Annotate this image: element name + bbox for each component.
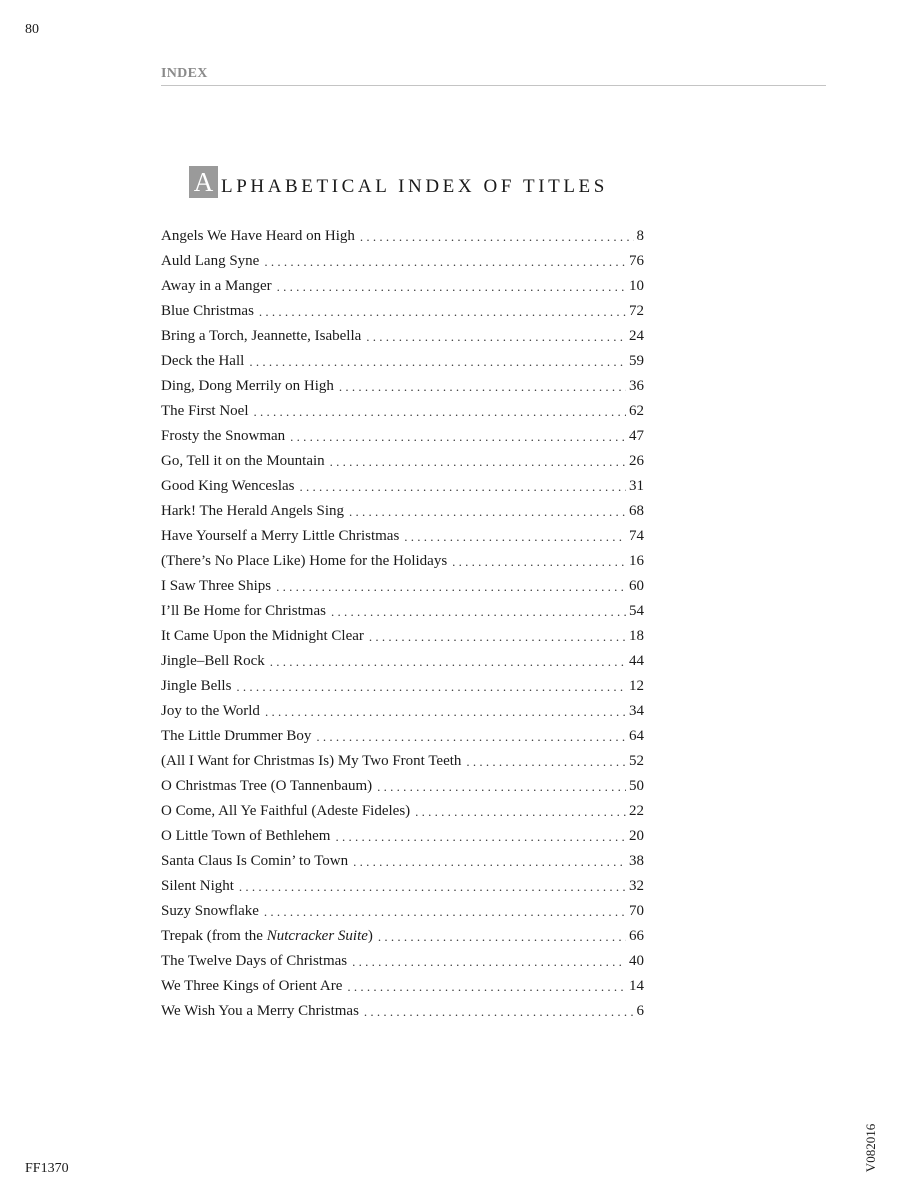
dot-leader xyxy=(259,304,626,320)
entry-title xyxy=(161,953,347,970)
entry-title xyxy=(161,603,326,620)
dot-leader xyxy=(404,529,626,545)
entry-title-text: We Wish You a Merry Christmas xyxy=(161,1003,359,1019)
index-entry xyxy=(161,724,644,749)
drop-cap: A xyxy=(189,166,218,198)
dot-leader xyxy=(331,604,626,620)
entry-title-text: Suzy Snowflake xyxy=(161,903,259,919)
dot-leader xyxy=(377,779,626,795)
dot-leader xyxy=(339,379,626,395)
entry-title-text: O Christmas Tree (O Tannenbaum) xyxy=(161,778,373,794)
entry-title-text: I’ll Be Home for Christmas xyxy=(161,603,326,619)
index-entry xyxy=(161,574,644,599)
entry-title xyxy=(161,378,334,395)
index-entry xyxy=(161,624,644,649)
entry-page-number: 24 xyxy=(629,328,644,344)
dot-leader xyxy=(364,1004,634,1020)
entry-page-number: 26 xyxy=(629,453,644,469)
entry-page-number: 70 xyxy=(629,903,644,919)
index-entry xyxy=(161,449,644,474)
entry-title-text: Hark! The Herald Angels Sing xyxy=(161,503,345,519)
entry-page-number: 32 xyxy=(629,878,644,894)
index-entry xyxy=(161,549,644,574)
entry-title-suffix: ) xyxy=(367,928,373,944)
dot-leader xyxy=(316,729,626,745)
dot-leader xyxy=(353,854,626,870)
entry-title xyxy=(161,478,295,495)
entry-title-text: Trepak (from the xyxy=(161,928,267,944)
entry-page-number: 20 xyxy=(629,828,644,844)
entry-title-text: Jingle Bells xyxy=(161,678,232,694)
entry-title-text: I Saw Three Ships xyxy=(161,578,272,594)
index-entry xyxy=(161,699,644,724)
entry-title-text: The First Noel xyxy=(161,403,249,419)
entry-title xyxy=(161,453,325,470)
dot-leader xyxy=(360,229,634,245)
dot-leader xyxy=(352,954,626,970)
entry-title xyxy=(161,653,265,670)
index-entry xyxy=(161,474,644,499)
dot-leader xyxy=(452,554,626,570)
dot-leader xyxy=(236,679,626,695)
entry-title-text: Have Yourself a Merry Little Christmas xyxy=(161,528,400,544)
entry-page-number: 40 xyxy=(629,953,644,969)
index-entry xyxy=(161,749,644,774)
entry-page-number: 16 xyxy=(629,553,644,569)
dot-leader xyxy=(264,254,626,270)
entry-title xyxy=(161,428,285,445)
index-entry xyxy=(161,824,644,849)
entry-title xyxy=(161,978,342,995)
entry-title-text: Bring a Torch, Jeannette, Isabella xyxy=(161,328,362,344)
dot-leader xyxy=(369,629,626,645)
entry-title-text: Angels We Have Heard on High xyxy=(161,228,355,244)
entry-page-number: 59 xyxy=(629,353,644,369)
dot-leader xyxy=(276,579,626,595)
entry-page-number: 36 xyxy=(629,378,644,394)
index-entry xyxy=(161,424,644,449)
entry-title xyxy=(161,253,259,270)
dot-leader xyxy=(264,904,626,920)
entry-page-number: 47 xyxy=(629,428,644,444)
entry-title-text: It Came Upon the Midnight Clear xyxy=(161,628,364,644)
entry-page-number: 68 xyxy=(629,503,644,519)
dot-leader xyxy=(239,879,626,895)
entry-title xyxy=(161,903,259,920)
entry-title-text: Joy to the World xyxy=(161,703,260,719)
entry-title xyxy=(161,303,254,320)
entry-page-number: 10 xyxy=(629,278,644,294)
entry-page-number: 18 xyxy=(629,628,644,644)
entry-title xyxy=(161,778,372,795)
section-title-text: LPHABETICAL INDEX OF TITLES xyxy=(221,176,608,197)
entry-page-number: 64 xyxy=(629,728,644,744)
dot-leader xyxy=(335,829,626,845)
entry-title-text: Deck the Hall xyxy=(161,353,245,369)
entry-title xyxy=(161,503,344,520)
index-entry xyxy=(161,874,644,899)
entry-page-number: 6 xyxy=(636,1003,644,1019)
index-entry xyxy=(161,299,644,324)
entry-page-number: 62 xyxy=(629,403,644,419)
entry-page-number: 52 xyxy=(629,753,644,769)
entry-page-number: 38 xyxy=(629,853,644,869)
entry-title xyxy=(161,578,271,595)
entry-title xyxy=(161,278,272,295)
entry-title xyxy=(161,228,355,245)
index-entry xyxy=(161,499,644,524)
entry-title-text: We Three Kings of Orient Are xyxy=(161,978,343,994)
entry-title xyxy=(161,828,330,845)
dot-leader xyxy=(277,279,626,295)
entry-page-number: 74 xyxy=(629,528,644,544)
entry-title-text: Go, Tell it on the Mountain xyxy=(161,453,325,469)
index-entry xyxy=(161,949,644,974)
dot-leader xyxy=(347,979,626,995)
index-entry xyxy=(161,774,644,799)
entry-title xyxy=(161,553,447,570)
dot-leader xyxy=(378,929,626,945)
entry-title xyxy=(161,853,348,870)
entry-title-text: Jingle–Bell Rock xyxy=(161,653,265,669)
entry-title-text: Blue Christmas xyxy=(161,303,254,319)
index-entry xyxy=(161,349,644,374)
index-entry xyxy=(161,274,644,299)
entry-title-text: (There’s No Place Like) Home for the Holidays xyxy=(161,553,448,569)
section-title xyxy=(189,166,608,198)
entry-page-number: 50 xyxy=(629,778,644,794)
entry-title-italic: Nutcracker Suite xyxy=(266,928,368,944)
entry-title xyxy=(161,403,249,420)
dot-leader xyxy=(466,754,626,770)
title-index-list xyxy=(161,224,644,1024)
entry-page-number: 34 xyxy=(629,703,644,719)
entry-title xyxy=(161,353,244,370)
entry-title xyxy=(161,803,410,820)
dot-leader xyxy=(330,454,626,470)
entry-page-number: 76 xyxy=(629,253,644,269)
entry-title-text: The Little Drummer Boy xyxy=(161,728,312,744)
entry-page-number: 22 xyxy=(629,803,644,819)
entry-page-number: 60 xyxy=(629,578,644,594)
entry-page-number: 44 xyxy=(629,653,644,669)
entry-title-text: Auld Lang Syne xyxy=(161,253,260,269)
dot-leader xyxy=(270,654,626,670)
index-entry xyxy=(161,224,644,249)
entry-page-number: 72 xyxy=(629,303,644,319)
dot-leader xyxy=(300,479,627,495)
entry-title-text: Ding, Dong Merrily on High xyxy=(161,378,334,394)
entry-title-text: Silent Night xyxy=(161,878,234,894)
entry-title-text: O Little Town of Bethlehem xyxy=(161,828,331,844)
entry-title-text: Away in a Manger xyxy=(161,278,272,294)
entry-title xyxy=(161,928,373,945)
version-code: V082016 xyxy=(863,1123,878,1173)
footer-code: FF1370 xyxy=(25,1161,69,1176)
entry-title-text: Good King Wenceslas xyxy=(161,478,295,494)
index-entry xyxy=(161,849,644,874)
entry-title-text: The Twelve Days of Christmas xyxy=(161,953,348,969)
entry-page-number: 66 xyxy=(629,928,644,944)
entry-title xyxy=(161,328,361,345)
index-entry xyxy=(161,649,644,674)
index-entry xyxy=(161,974,644,999)
index-entry xyxy=(161,899,644,924)
entry-title-text: (All I Want for Christmas Is) My Two Front Teeth xyxy=(161,753,462,769)
index-entry xyxy=(161,399,644,424)
dot-leader xyxy=(265,704,626,720)
index-entry xyxy=(161,674,644,699)
index-entry xyxy=(161,324,644,349)
index-entry xyxy=(161,599,644,624)
dot-leader xyxy=(290,429,626,445)
entry-title xyxy=(161,528,399,545)
entry-title-text: Frosty the Snowman xyxy=(161,428,286,444)
dot-leader xyxy=(415,804,626,820)
dot-leader xyxy=(349,504,626,520)
entry-page-number: 12 xyxy=(629,678,644,694)
index-entry xyxy=(161,249,644,274)
index-entry xyxy=(161,799,644,824)
page-number: 80 xyxy=(25,22,39,37)
entry-title xyxy=(161,753,461,770)
entry-title xyxy=(161,878,234,895)
entry-title xyxy=(161,1003,359,1020)
index-entry xyxy=(161,374,644,399)
entry-title xyxy=(161,703,260,720)
entry-page-number: 31 xyxy=(629,478,644,494)
dot-leader xyxy=(254,404,627,420)
entry-page-number: 14 xyxy=(629,978,644,994)
entry-title xyxy=(161,678,231,695)
entry-page-number: 54 xyxy=(629,603,644,619)
index-entry xyxy=(161,924,644,949)
entry-title-text: O Come, All Ye Faithful (Adeste Fideles) xyxy=(161,803,411,819)
dot-leader xyxy=(249,354,626,370)
entry-title xyxy=(161,728,311,745)
running-head: INDEX xyxy=(161,66,826,86)
index-entry xyxy=(161,999,644,1024)
index-entry xyxy=(161,524,644,549)
dot-leader xyxy=(366,329,626,345)
entry-title xyxy=(161,628,364,645)
entry-title-text: Santa Claus Is Comin’ to Town xyxy=(161,853,349,869)
entry-page-number: 8 xyxy=(636,228,644,244)
